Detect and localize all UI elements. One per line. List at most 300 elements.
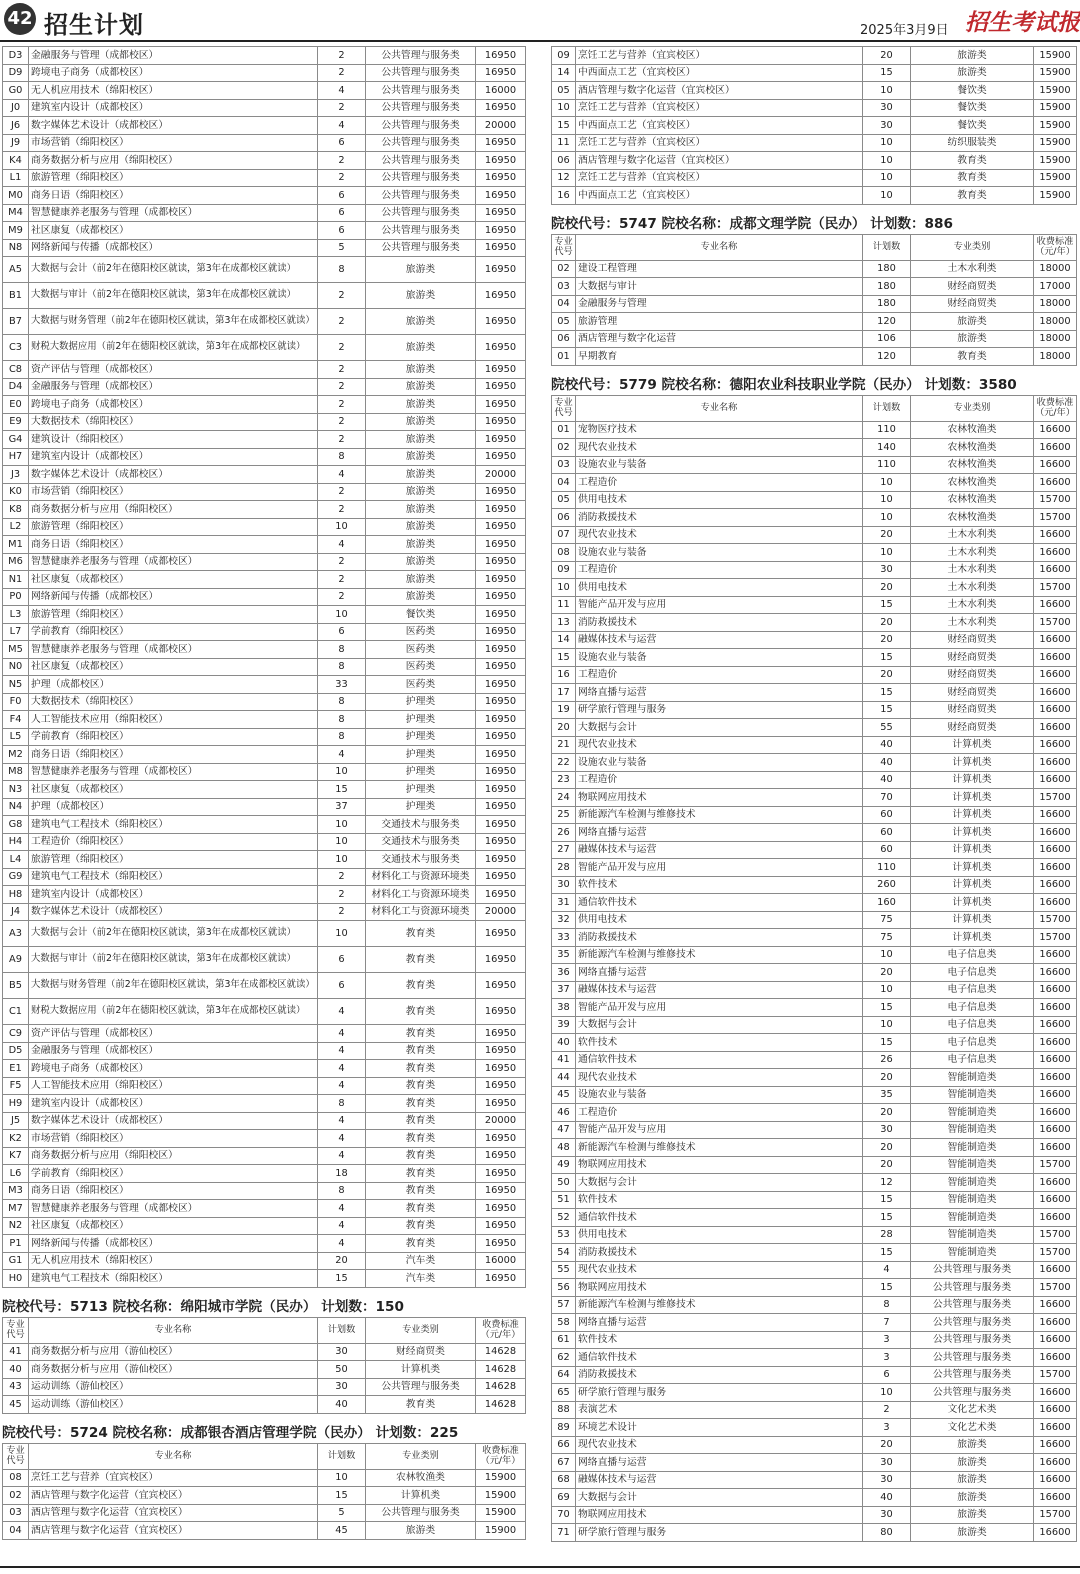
plan-count: 8: [318, 728, 366, 746]
table-row: [552, 1419, 1077, 1437]
major-code: 49: [552, 1156, 576, 1174]
major-code: 88: [552, 1401, 576, 1419]
major-code: J6: [3, 117, 29, 135]
table-row: [552, 1454, 1077, 1472]
major-name: 通信软件技术: [576, 1349, 863, 1367]
major-code: 17: [552, 684, 576, 702]
plan-count: 4: [318, 1235, 366, 1253]
plan-count: 6: [318, 973, 366, 999]
major-name: 物联网应用技术: [576, 1279, 863, 1297]
major-code: M4: [3, 204, 29, 222]
major-category: 公共管理与服务类: [366, 47, 476, 65]
major-code: M9: [3, 222, 29, 240]
major-code: 56: [552, 1279, 576, 1297]
major-name: 消防救援技术: [576, 614, 863, 632]
table-row: [3, 1343, 526, 1361]
plan-count: 10: [863, 152, 911, 170]
major-category: 智能制造类: [911, 1069, 1034, 1087]
major-category: 公共管理与服务类: [911, 1384, 1034, 1402]
tuition-fee: 18000: [1034, 295, 1077, 313]
tuition-fee: 16000: [476, 82, 526, 100]
plan-count: 4: [318, 82, 366, 100]
table-row: [3, 1487, 526, 1505]
section-title: 招生计划: [44, 11, 144, 39]
major-category: 土木水利类: [911, 260, 1034, 278]
major-category: 旅游类: [366, 396, 476, 414]
major-name: 酒店管理与数字化运营（宜宾校区）: [29, 1487, 318, 1505]
table-row: [552, 134, 1077, 152]
tuition-fee: 16950: [476, 606, 526, 624]
major-code: 06: [552, 330, 576, 348]
tuition-fee: 16600: [1034, 841, 1077, 859]
major-code: 65: [552, 1384, 576, 1402]
major-category: 护理类: [366, 781, 476, 799]
major-name: 供用电技术: [576, 1226, 863, 1244]
major-category: 医药类: [366, 623, 476, 641]
plan-count: 4: [318, 1200, 366, 1218]
major-name: 大数据与会计: [576, 719, 863, 737]
plan-count: 4: [318, 466, 366, 484]
major-name: 大数据与会计: [576, 1174, 863, 1192]
table-row: [552, 911, 1077, 929]
major-category: 计算机类: [911, 824, 1034, 842]
tuition-fee: 15700: [1034, 509, 1077, 527]
table-row: [3, 947, 526, 973]
tuition-fee: 16600: [1034, 736, 1077, 754]
major-name: 跨境电子商务（成都校区）: [29, 396, 318, 414]
major-name: 财税大数据应用（前2年在德阳校区就读，第3年在成都校区就读）: [29, 335, 318, 361]
major-code: A5: [3, 257, 29, 283]
plan-count: 3: [863, 1419, 911, 1437]
table-row: [552, 824, 1077, 842]
major-code: 13: [552, 614, 576, 632]
table-row: [552, 1366, 1077, 1384]
major-code: 03: [552, 278, 576, 296]
table-row: [3, 1469, 526, 1487]
tuition-fee: 16950: [476, 378, 526, 396]
tuition-fee: 16950: [476, 571, 526, 589]
major-name: 现代农业技术: [576, 526, 863, 544]
major-name: 运动训练（游仙校区）: [29, 1378, 318, 1396]
plan-count: 10: [863, 187, 911, 205]
major-name: 旅游管理（绵阳校区）: [29, 606, 318, 624]
major-code: G9: [3, 868, 29, 886]
tuition-fee: 20000: [476, 903, 526, 921]
major-code: 21: [552, 736, 576, 754]
major-code: 40: [552, 1034, 576, 1052]
table-row: [3, 999, 526, 1025]
plan-count: 60: [863, 806, 911, 824]
plan-count: 4: [318, 117, 366, 135]
table-row: [552, 806, 1077, 824]
major-code: 28: [552, 859, 576, 877]
plan-count: 10: [318, 833, 366, 851]
plan-count: 12: [863, 1174, 911, 1192]
footer-rule: [0, 1566, 1080, 1568]
major-code: M6: [3, 553, 29, 571]
tuition-fee: 14628: [476, 1378, 526, 1396]
plan-count: 2: [318, 152, 366, 170]
plan-count: 6: [318, 134, 366, 152]
table-row: [3, 1252, 526, 1270]
table-row: [3, 1130, 526, 1148]
table-row: [552, 894, 1077, 912]
page-number: 42: [4, 3, 36, 35]
major-code: 04: [552, 295, 576, 313]
tuition-fee: 15900: [1034, 134, 1077, 152]
plan-count: 110: [863, 421, 911, 439]
major-name: 旅游管理（绵阳校区）: [29, 518, 318, 536]
major-category: 公共管理与服务类: [366, 64, 476, 82]
major-category: 智能制造类: [911, 1191, 1034, 1209]
major-name: 物联网应用技术: [576, 1156, 863, 1174]
major-name: 工程造价（绵阳校区）: [29, 833, 318, 851]
table-row: [3, 448, 526, 466]
plan-count: 2: [318, 378, 366, 396]
table-row: [3, 1378, 526, 1396]
major-name: 设施农业与装备: [576, 1086, 863, 1104]
major-code: 15: [552, 649, 576, 667]
major-category: 旅游类: [366, 257, 476, 283]
plan-count: 28: [863, 1226, 911, 1244]
major-code: D3: [3, 47, 29, 65]
plan-count: 8: [318, 711, 366, 729]
major-name: 运动训练（游仙校区）: [29, 1396, 318, 1414]
plan-count: 2: [318, 99, 366, 117]
major-name: 酒店管理与数字化运营（宜宾校区）: [576, 82, 863, 100]
plan-count: 2: [318, 396, 366, 414]
major-code: 02: [552, 260, 576, 278]
plan-count: 8: [318, 1182, 366, 1200]
major-code: 64: [552, 1366, 576, 1384]
plan-count: 10: [863, 1016, 911, 1034]
tuition-fee: 16950: [476, 1182, 526, 1200]
major-category: 医药类: [366, 676, 476, 694]
major-code: K0: [3, 483, 29, 501]
plan-count: 15: [863, 1244, 911, 1262]
major-category: 电子信息类: [911, 964, 1034, 982]
major-name: 网络直播与运营: [576, 964, 863, 982]
tuition-fee: 16600: [1034, 894, 1077, 912]
major-name: 旅游管理（绵阳校区）: [29, 851, 318, 869]
table-row: [552, 1244, 1077, 1262]
table-row: [552, 1296, 1077, 1314]
major-category: 计算机类: [366, 1361, 476, 1379]
tuition-fee: 16600: [1034, 999, 1077, 1017]
major-category: 公共管理与服务类: [366, 99, 476, 117]
major-category: 农林牧渔类: [911, 474, 1034, 492]
tuition-fee: 15900: [1034, 169, 1077, 187]
major-name: 数字媒体艺术设计（成都校区）: [29, 903, 318, 921]
tuition-fee: 16950: [476, 134, 526, 152]
table-row: [3, 1270, 526, 1288]
major-name: 融媒体技术与运营: [576, 1471, 863, 1489]
major-category: 旅游类: [366, 501, 476, 519]
major-name: 工程造价: [576, 666, 863, 684]
school-5747-table: [551, 234, 1077, 366]
table-row: [552, 509, 1077, 527]
major-code: 38: [552, 999, 576, 1017]
major-code: 62: [552, 1349, 576, 1367]
plan-count: 8: [318, 641, 366, 659]
plan-count: 10: [318, 921, 366, 947]
major-code: 35: [552, 946, 576, 964]
plan-count: 20: [863, 47, 911, 65]
table-row: [552, 964, 1077, 982]
column-header-code: 专业代号: [552, 234, 576, 260]
tuition-fee: 16600: [1034, 1454, 1077, 1472]
major-name: 社区康复（成都校区）: [29, 1217, 318, 1235]
plan-count: 2: [318, 283, 366, 309]
major-name: 智慧健康养老服务与管理（成都校区）: [29, 553, 318, 571]
plan-count: 110: [863, 859, 911, 877]
major-category: 计算机类: [911, 894, 1034, 912]
table-row: [552, 421, 1077, 439]
major-name: 大数据与会计: [576, 1016, 863, 1034]
table-row: [552, 1279, 1077, 1297]
major-category: 旅游类: [366, 571, 476, 589]
major-code: 57: [552, 1296, 576, 1314]
major-code: 14: [552, 64, 576, 82]
column-header-category: 专业类别: [366, 1443, 476, 1469]
table-row: [552, 1261, 1077, 1279]
major-name: 融媒体技术与运营: [576, 981, 863, 999]
table-row: [3, 1042, 526, 1060]
table-row: [3, 413, 526, 431]
major-code: E9: [3, 413, 29, 431]
table-row: [3, 257, 526, 283]
plan-count: 40: [863, 736, 911, 754]
tuition-fee: 16950: [476, 536, 526, 554]
major-code: 45: [3, 1396, 29, 1414]
major-name: 学前教育（绵阳校区）: [29, 1165, 318, 1183]
major-name: 商务数据分析与应用（游仙校区）: [29, 1361, 318, 1379]
plan-count: 10: [318, 816, 366, 834]
major-name: 大数据与审计（前2年在德阳校区就读，第3年在成都校区就读）: [29, 283, 318, 309]
major-category: 电子信息类: [911, 1034, 1034, 1052]
major-code: G4: [3, 431, 29, 449]
major-name: 商务数据分析与应用（绵阳校区）: [29, 152, 318, 170]
major-category: 农林牧渔类: [911, 456, 1034, 474]
tuition-fee: 16600: [1034, 719, 1077, 737]
major-code: 36: [552, 964, 576, 982]
table-row: [552, 771, 1077, 789]
table-row: [3, 431, 526, 449]
plan-count: 15: [318, 781, 366, 799]
plan-count: 10: [863, 981, 911, 999]
header-rule: [0, 40, 1080, 42]
plan-count: 120: [863, 313, 911, 331]
tuition-fee: 15700: [1034, 1244, 1077, 1262]
major-category: 公共管理与服务类: [366, 239, 476, 257]
major-code: L7: [3, 623, 29, 641]
major-name: 现代农业技术: [576, 439, 863, 457]
major-category: 纺织服装类: [911, 134, 1034, 152]
major-code: 25: [552, 806, 576, 824]
plan-count: 4: [318, 1130, 366, 1148]
major-name: 通信软件技术: [576, 1209, 863, 1227]
table-row: [3, 1361, 526, 1379]
plan-count: 30: [863, 1121, 911, 1139]
major-code: 58: [552, 1314, 576, 1332]
table-row: [552, 1034, 1077, 1052]
table-row: [3, 606, 526, 624]
major-name: 资产评估与管理（成都校区）: [29, 1025, 318, 1043]
major-name: 智能产品开发与应用: [576, 999, 863, 1017]
school-heading-5779: 院校代号：5779 院校名称：德阳农业科技职业学院（民办） 计划数：3580: [551, 376, 1017, 393]
table-row: [3, 152, 526, 170]
major-code: D4: [3, 378, 29, 396]
plan-count: 20: [863, 631, 911, 649]
table-row: [3, 1522, 526, 1540]
plan-count: 8: [318, 257, 366, 283]
table-row: [3, 798, 526, 816]
table-row: [552, 187, 1077, 205]
major-category: 旅游类: [911, 1471, 1034, 1489]
tuition-fee: 16950: [476, 431, 526, 449]
plan-count: 180: [863, 260, 911, 278]
tuition-fee: 16950: [476, 283, 526, 309]
tuition-fee: 16600: [1034, 1419, 1077, 1437]
major-code: 27: [552, 841, 576, 859]
table-row: [552, 1139, 1077, 1157]
major-code: 24: [552, 789, 576, 807]
table-row: [3, 781, 526, 799]
major-category: 公共管理与服务类: [911, 1279, 1034, 1297]
column-header-category: 专业类别: [911, 234, 1034, 260]
tuition-fee: 15900: [476, 1504, 526, 1522]
tuition-fee: 15900: [1034, 99, 1077, 117]
table-row: [3, 623, 526, 641]
major-category: 智能制造类: [911, 1209, 1034, 1227]
tuition-fee: 16950: [476, 361, 526, 379]
major-category: 财经商贸类: [911, 701, 1034, 719]
major-name: 融媒体技术与运营: [576, 631, 863, 649]
major-code: C3: [3, 335, 29, 361]
table-row: [3, 728, 526, 746]
tuition-fee: 17000: [1034, 278, 1077, 296]
major-code: J3: [3, 466, 29, 484]
major-name: 社区康复（成都校区）: [29, 781, 318, 799]
major-code: J5: [3, 1112, 29, 1130]
major-category: 交通技术与服务类: [366, 833, 476, 851]
major-name: 大数据与财务管理（前2年在德阳校区就读，第3年在成都校区就读）: [29, 309, 318, 335]
major-category: 公共管理与服务类: [911, 1366, 1034, 1384]
major-category: 旅游类: [366, 553, 476, 571]
tuition-fee: 16600: [1034, 1314, 1077, 1332]
tuition-fee: 16950: [476, 851, 526, 869]
major-code: D5: [3, 1042, 29, 1060]
table-row: [552, 295, 1077, 313]
major-code: K2: [3, 1130, 29, 1148]
major-code: L5: [3, 728, 29, 746]
tuition-fee: 16600: [1034, 1051, 1077, 1069]
major-code: 05: [552, 82, 576, 100]
plan-count: 10: [863, 491, 911, 509]
major-category: 电子信息类: [911, 999, 1034, 1017]
major-code: 37: [552, 981, 576, 999]
plan-count: 2: [318, 169, 366, 187]
table-row: [3, 117, 526, 135]
major-category: 旅游类: [911, 1524, 1034, 1542]
tuition-fee: 16600: [1034, 1436, 1077, 1454]
table-row: [552, 169, 1077, 187]
major-code: P0: [3, 588, 29, 606]
tuition-fee: 15900: [476, 1469, 526, 1487]
tuition-fee: 16600: [1034, 1331, 1077, 1349]
plan-count: 15: [863, 1191, 911, 1209]
major-category: 餐饮类: [366, 606, 476, 624]
major-code: 39: [552, 1016, 576, 1034]
tuition-fee: 16950: [476, 64, 526, 82]
tuition-fee: 16950: [476, 886, 526, 904]
plan-count: 15: [863, 684, 911, 702]
major-name: 现代农业技术: [576, 1069, 863, 1087]
major-code: 08: [3, 1469, 29, 1487]
major-category: 护理类: [366, 728, 476, 746]
major-category: 交通技术与服务类: [366, 851, 476, 869]
table-row: [3, 1147, 526, 1165]
tuition-fee: 16950: [476, 553, 526, 571]
table-row: [3, 1182, 526, 1200]
major-category: 智能制造类: [911, 1174, 1034, 1192]
tuition-fee: 16600: [1034, 1296, 1077, 1314]
tuition-fee: 16600: [1034, 1016, 1077, 1034]
major-code: 04: [3, 1522, 29, 1540]
major-category: 教育类: [366, 1130, 476, 1148]
major-category: 教育类: [911, 152, 1034, 170]
tuition-fee: 15700: [1034, 579, 1077, 597]
major-name: 网络新闻与传播（成都校区）: [29, 588, 318, 606]
tuition-fee: 15700: [1034, 1226, 1077, 1244]
tuition-fee: 16950: [476, 257, 526, 283]
tuition-fee: 16600: [1034, 1209, 1077, 1227]
major-category: 教育类: [366, 1147, 476, 1165]
major-name: 建筑室内设计（成都校区）: [29, 886, 318, 904]
tuition-fee: 16600: [1034, 876, 1077, 894]
tuition-fee: 16600: [1034, 1086, 1077, 1104]
table-row: [3, 868, 526, 886]
major-category: 教育类: [911, 187, 1034, 205]
column-header-fee: 收费标准（元/年）: [1034, 234, 1077, 260]
major-code: L4: [3, 851, 29, 869]
plan-count: 10: [863, 544, 911, 562]
major-code: 26: [552, 824, 576, 842]
major-name: 新能源汽车检测与维修技术: [576, 1139, 863, 1157]
major-code: 68: [552, 1471, 576, 1489]
major-category: 智能制造类: [911, 1086, 1034, 1104]
major-category: 计算机类: [911, 859, 1034, 877]
major-category: 教育类: [366, 1042, 476, 1060]
plan-count: 15: [863, 649, 911, 667]
major-code: C9: [3, 1025, 29, 1043]
tuition-fee: 16950: [476, 239, 526, 257]
tuition-fee: 15900: [1034, 117, 1077, 135]
major-code: H4: [3, 833, 29, 851]
plan-count: 2: [318, 483, 366, 501]
major-category: 旅游类: [911, 64, 1034, 82]
plan-count: 2: [318, 309, 366, 335]
major-category: 土木水利类: [911, 614, 1034, 632]
major-name: 智慧健康养老服务与管理（成都校区）: [29, 1200, 318, 1218]
table-row: [3, 1112, 526, 1130]
tuition-fee: 16600: [1034, 631, 1077, 649]
table-row: [3, 536, 526, 554]
tuition-fee: 15700: [1034, 491, 1077, 509]
tuition-fee: 15700: [1034, 614, 1077, 632]
major-name: 建筑室内设计（成都校区）: [29, 448, 318, 466]
major-code: N1: [3, 571, 29, 589]
